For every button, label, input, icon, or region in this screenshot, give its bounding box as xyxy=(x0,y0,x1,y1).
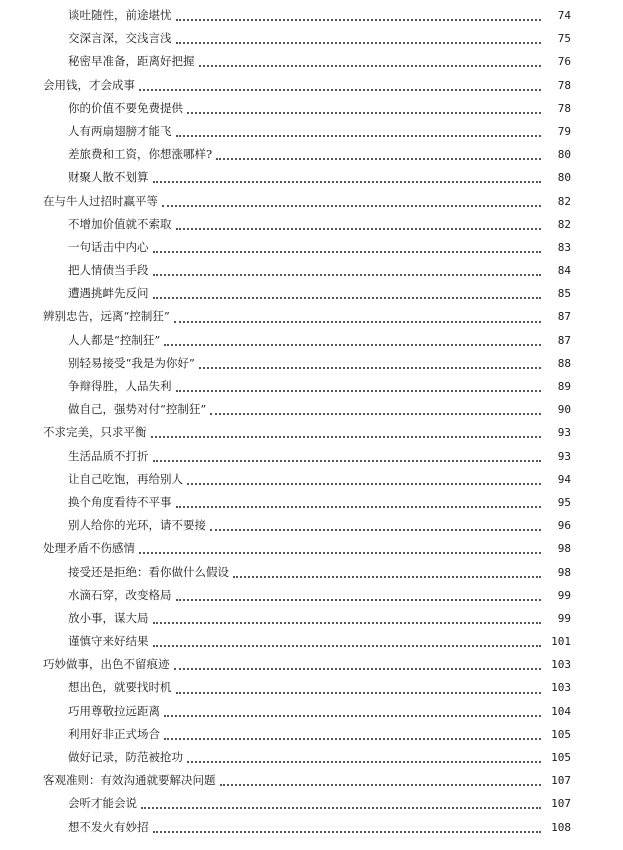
toc-entry-title: 人人都是“控制狂” xyxy=(68,329,162,352)
dot-leader xyxy=(141,806,541,809)
toc-entry-page: 105 xyxy=(551,727,571,741)
dot-leader xyxy=(164,737,541,740)
dot-leader xyxy=(233,575,541,578)
toc-entry-title: 你的价值不要免费提供 xyxy=(68,97,185,120)
toc-chapter[interactable] xyxy=(0,769,623,792)
dot-leader xyxy=(139,88,541,91)
toc-entry-page: 94 xyxy=(557,472,571,486)
dot-leader xyxy=(187,111,541,114)
toc-entry-page: 76 xyxy=(557,55,571,69)
dot-leader xyxy=(162,204,541,207)
toc-entry[interactable] xyxy=(0,4,623,27)
dot-leader xyxy=(153,273,542,276)
toc-entry[interactable] xyxy=(0,97,623,120)
toc-entry-title: 别轻易接受“我是为你好” xyxy=(68,352,197,375)
toc-chapter[interactable] xyxy=(0,190,623,213)
toc-entry[interactable] xyxy=(0,723,623,746)
toc-entry[interactable] xyxy=(0,27,623,50)
toc-entry-page: 99 xyxy=(557,588,571,602)
toc-entry[interactable] xyxy=(0,607,623,630)
toc-entry[interactable] xyxy=(0,50,623,73)
dot-leader xyxy=(139,551,541,554)
toc-entry-title: 一句话击中内心 xyxy=(68,236,151,259)
toc-entry[interactable] xyxy=(0,468,623,491)
toc-entry-title: 谈吐随性，前途堪忧 xyxy=(68,4,174,27)
dot-leader xyxy=(210,412,541,415)
toc-entry[interactable] xyxy=(0,120,623,143)
toc-entry-page: 108 xyxy=(551,820,571,834)
dot-leader xyxy=(153,621,542,624)
dot-leader xyxy=(176,691,542,694)
toc-entry-title: 放小事，谋大局 xyxy=(68,607,151,630)
toc-entry[interactable] xyxy=(0,630,623,653)
toc-entry-title: 接受还是拒绝：看你做什么假设 xyxy=(68,561,231,584)
toc-entry-page: 103 xyxy=(551,681,571,695)
toc-entry[interactable] xyxy=(0,398,623,421)
toc-entry-page: 93 xyxy=(557,449,571,463)
dot-leader xyxy=(153,644,542,647)
toc-entry-page: 83 xyxy=(557,240,571,254)
toc-entry[interactable] xyxy=(0,259,623,282)
toc-chapter-title: 巧妙做事，出色不留痕迹 xyxy=(43,653,172,676)
dot-leader xyxy=(153,459,542,462)
toc-entry-title: 会听才能会说 xyxy=(68,792,139,815)
toc-chapter[interactable] xyxy=(0,421,623,444)
toc-entry-page: 80 xyxy=(557,171,571,185)
toc-chapter[interactable] xyxy=(0,305,623,328)
toc-entry-title: 做好记录，防范被抢功 xyxy=(68,746,185,769)
toc-entry-page: 78 xyxy=(557,78,571,92)
toc-entry-page: 74 xyxy=(557,9,571,22)
toc-chapter-title: 辨别忠告，远离“控制狂” xyxy=(43,305,172,328)
toc-chapter-title: 客观准则：有效沟通就要解决问题 xyxy=(43,769,218,792)
toc-chapter[interactable] xyxy=(0,537,623,560)
toc-entry-title: 财聚人散不划算 xyxy=(68,166,151,189)
toc-entry[interactable] xyxy=(0,282,623,305)
toc-entry-title: 水滴石穿，改变格局 xyxy=(68,584,174,607)
dot-leader xyxy=(187,482,541,485)
toc-entry-title: 巧用尊敬拉远距离 xyxy=(68,700,162,723)
toc-entry-title: 把人情债当手段 xyxy=(68,259,151,282)
toc-chapter[interactable] xyxy=(0,653,623,676)
dot-leader xyxy=(164,714,541,717)
toc-entry-page: 80 xyxy=(557,148,571,162)
toc-entry-title: 让自己吃饱，再给别人 xyxy=(68,468,185,491)
dot-leader xyxy=(187,760,541,763)
toc-entry-title: 别人给你的光环，请不要接 xyxy=(68,514,208,537)
toc-entry-page: 85 xyxy=(557,287,571,301)
dot-leader xyxy=(164,343,541,346)
toc-chapter[interactable] xyxy=(0,74,623,97)
toc-entry-page: 103 xyxy=(551,658,571,672)
toc-entry-page: 84 xyxy=(557,264,571,278)
toc-entry[interactable] xyxy=(0,514,623,537)
toc-entry[interactable] xyxy=(0,676,623,699)
toc-entry[interactable] xyxy=(0,143,623,166)
toc-entry-title: 遭遇挑衅先反问 xyxy=(68,282,151,305)
dot-leader xyxy=(153,830,542,833)
toc-entry-title: 不增加价值就不索取 xyxy=(68,213,174,236)
toc-entry-page: 82 xyxy=(557,217,571,231)
toc-entry[interactable] xyxy=(0,746,623,769)
toc-entry-page: 87 xyxy=(557,333,571,347)
toc-entry[interactable] xyxy=(0,166,623,189)
toc-entry-title: 利用好非正式场合 xyxy=(68,723,162,746)
toc-entry-title: 交深言深，交浅言浅 xyxy=(68,27,174,50)
toc-entry-title: 差旅费和工资，你想涨哪样? xyxy=(68,143,214,166)
toc-chapter-title: 处理矛盾不伤感情 xyxy=(43,537,137,560)
toc-entry-page: 98 xyxy=(557,565,571,579)
dot-leader xyxy=(176,505,542,508)
dot-leader xyxy=(176,41,542,44)
toc-entry-page: 78 xyxy=(557,101,571,115)
toc-entry-page: 98 xyxy=(557,542,571,556)
toc-entry-page: 99 xyxy=(557,611,571,625)
toc-entry-page: 93 xyxy=(557,426,571,440)
toc-entry-page: 101 xyxy=(551,635,571,649)
toc-entry[interactable] xyxy=(0,792,623,815)
dot-leader xyxy=(210,528,541,531)
dot-leader xyxy=(176,134,542,137)
toc-entry[interactable] xyxy=(0,375,623,398)
toc-entry[interactable] xyxy=(0,329,623,352)
toc-entry-page: 75 xyxy=(557,32,571,46)
dot-leader xyxy=(151,435,542,438)
toc-entry-page: 79 xyxy=(557,124,571,138)
toc-entry-title: 人有两扇翅膀才能飞 xyxy=(68,120,174,143)
toc-entry-title: 想出色，就要找时机 xyxy=(68,676,174,699)
toc-chapter-title: 不求完美，只求平衡 xyxy=(43,421,149,444)
toc-entry-title: 想不发火有妙招 xyxy=(68,816,151,839)
toc-entry-page: 89 xyxy=(557,380,571,393)
toc-entry-page: 105 xyxy=(551,751,571,764)
toc-entry[interactable] xyxy=(0,213,623,236)
dot-leader xyxy=(174,320,541,323)
toc-entry-title: 争辩得胜，人品失利 xyxy=(68,375,174,398)
toc-entry-title: 生活品质不打折 xyxy=(68,445,151,468)
toc-entry-page: 88 xyxy=(557,356,571,370)
dot-leader xyxy=(216,157,541,160)
toc-entry-title: 换个角度看待不平事 xyxy=(68,491,174,514)
dot-leader xyxy=(176,18,542,21)
toc-entry-title: 做自己，强势对付“控制狂” xyxy=(68,398,208,421)
dot-leader xyxy=(176,598,542,601)
dot-leader xyxy=(199,64,542,67)
toc-entry[interactable] xyxy=(0,445,623,468)
toc-entry-page: 87 xyxy=(557,310,571,324)
dot-leader xyxy=(153,296,542,299)
toc-entry[interactable] xyxy=(0,236,623,259)
toc-entry[interactable] xyxy=(0,352,623,375)
toc-entry[interactable] xyxy=(0,491,623,514)
toc-entry[interactable] xyxy=(0,816,623,839)
toc-entry-page: 95 xyxy=(557,495,571,509)
toc-entry[interactable] xyxy=(0,561,623,584)
toc-entry-title: 秘密早准备，距离好把握 xyxy=(68,50,197,73)
dot-leader xyxy=(220,783,542,786)
table-of-contents xyxy=(0,4,623,839)
dot-leader xyxy=(174,667,542,670)
toc-chapter-title: 会用钱，才会成事 xyxy=(43,74,137,97)
dot-leader xyxy=(176,227,542,230)
toc-chapter-title: 在与牛人过招时赢平等 xyxy=(43,190,160,213)
toc-entry-page: 107 xyxy=(551,797,571,811)
toc-entry-page: 96 xyxy=(557,519,571,533)
dot-leader xyxy=(176,389,542,392)
toc-entry-page: 104 xyxy=(551,704,571,718)
toc-entry[interactable] xyxy=(0,700,623,723)
toc-entry-title: 谨慎守来好结果 xyxy=(68,630,151,653)
toc-entry-page: 90 xyxy=(557,403,571,417)
dot-leader xyxy=(199,366,541,369)
toc-entry[interactable] xyxy=(0,584,623,607)
toc-entry-page: 82 xyxy=(557,194,571,208)
dot-leader xyxy=(153,250,542,253)
toc-entry-page: 107 xyxy=(551,774,571,788)
dot-leader xyxy=(153,180,542,183)
